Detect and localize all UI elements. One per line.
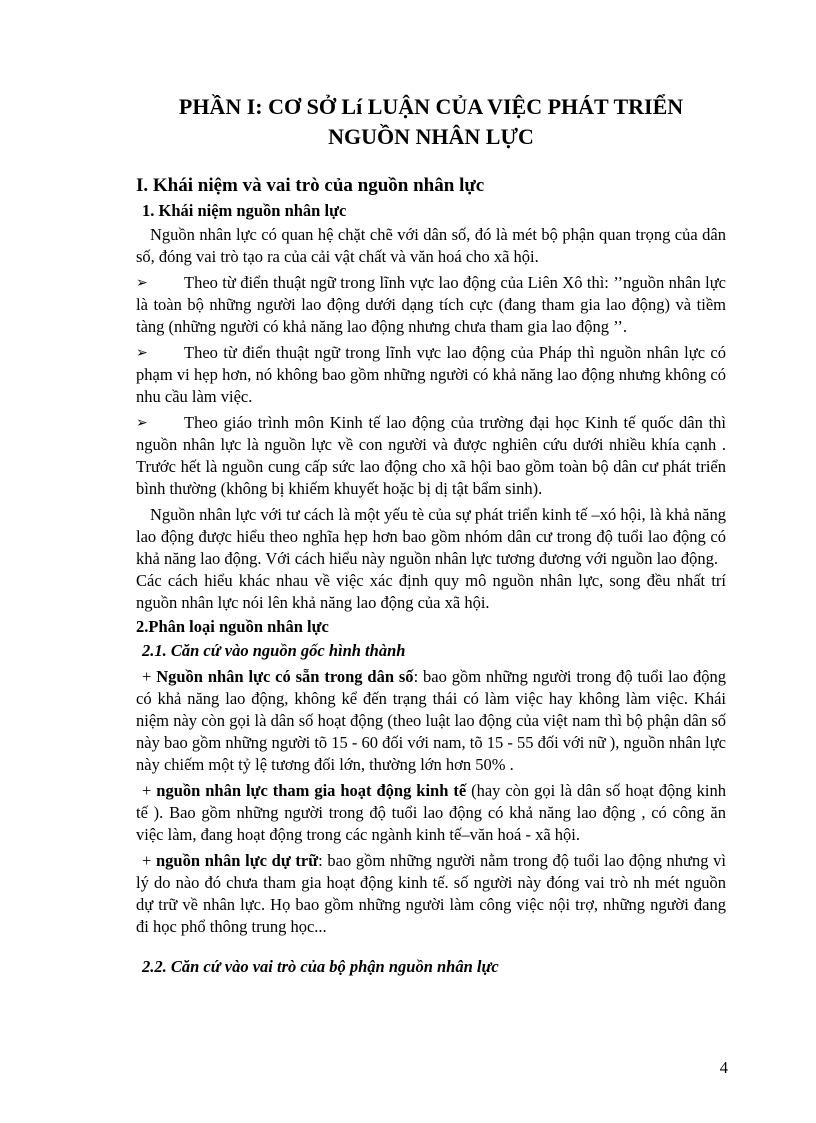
bullet-item-1 xyxy=(136,272,726,338)
list-item-3 xyxy=(136,850,726,938)
bullet-text-3: Theo giáo trình môn Kinh tế lao động của trường đại học Kinh tế quốc dân thì nguồn nhân lực là nguồn lực về con người và được nghiên cứu dưới nhiều khía cạnh . Trước hết là nguồn cung cấp sức lao động cho xã hội bao gồm toàn bộ dân cư phát triển bình thường (không bị khiếm khuyết hoặc bị dị tật bẩm sinh). xyxy=(136,413,726,498)
list-item-3-text: : bao gồm những người nằm trong độ tuổi lao động nhưng vì lý do nào đó chưa tham gia hoạt động kinh tế. số người này đóng vai trò nh mét nguồn dự trữ về nhân lực. Họ bao gồm những người làm công việc nội trợ, những người đang đi học phổ thông trung học... xyxy=(136,851,727,936)
paragraph-1: Nguồn nhân lực có quan hệ chặt chẽ với dân số, đó là mét bộ phận quan trọng của dân số, đóng vai trò tạo ra của cải vật chất và văn hoá cho xã hội. xyxy=(136,225,726,266)
list-item-1-term: Nguồn nhân lực có sẵn trong dân số xyxy=(156,667,414,686)
bullet-text-1: Theo từ điển thuật ngữ trong lĩnh vực lao động của Liên Xô thì: ’’nguồn nhân lực là toàn bộ những người lao động dưới dạng tích cực (đang tham gia lao động) và tiềm tàng (những người có khả năng lao động nhưng chưa tham gia lao động ’’. xyxy=(136,273,726,336)
list-item-2-text: (hay còn gọi là dân số hoạt động kinh tế ). Bao gồm những người trong độ tuổi lao động có khả năng lao động , có công ăn việc làm, đang hoạt động trong các ngành kinh tế–văn hoá - xã hội. xyxy=(136,781,727,844)
subsection-heading-1: 1. Khái niệm nguồn nhân lực xyxy=(142,201,347,220)
plus-marker: + xyxy=(142,781,152,800)
bullet-item-3 xyxy=(136,412,726,500)
plus-marker: + xyxy=(142,851,152,870)
arrow-bullet-icon: ➢ xyxy=(136,415,148,431)
plus-marker: + xyxy=(142,667,152,686)
arrow-bullet-icon: ➢ xyxy=(136,275,148,291)
page-title xyxy=(136,92,726,152)
subsection-heading-2: 2.Phân loại nguồn nhân lực xyxy=(136,617,329,636)
subsection-heading-2-2: 2.2. Căn cứ vào vai trò của bộ phận nguồn nhân lực xyxy=(142,957,499,976)
paragraph-3: Các cách hiểu khác nhau về việc xác định quy mô nguồn nhân lực, song đều nhất trí nguồn nhân lực nói lên khả năng lao động của xã hội. xyxy=(136,571,726,612)
subsection-heading-2-1: 2.1. Căn cứ vào nguồn gốc hình thành xyxy=(142,641,406,660)
list-item-3-term: nguồn nhân lực dự trữ xyxy=(156,851,319,870)
list-item-2 xyxy=(136,780,726,846)
bullet-text-2: Theo từ điển thuật ngữ trong lĩnh vực lao động của Pháp thì nguồn nhân lực có phạm vi hẹp hơn, nó không bao gồm những người có khả năng lao động nhưng không có nhu cầu làm việc. xyxy=(136,343,726,406)
list-item-1-text: : bao gồm những người trong độ tuổi lao động có khả năng lao động, không kể đến trạng thái có làm việc hay không làm việc. Khái niệm này còn gọi là dân số hoạt động (theo luật lao động của việt nam thì bộ phận dân số này bao gồm những người tõ 15 - 60 đối với nam, tõ 15 - 55 đối với nữ ), nguồn nhân lực này chiếm một tỷ lệ tương đối lớn, thường lớn hơn 50% . xyxy=(136,667,727,774)
list-item-1 xyxy=(136,666,726,776)
arrow-bullet-icon: ➢ xyxy=(136,345,148,361)
section-heading: I. Khái niệm và vai trò của nguồn nhân lực xyxy=(136,175,485,196)
bullet-item-2 xyxy=(136,342,726,408)
title-line-1: PHẦN I: CƠ SỞ Lí LUẬN CỦA VIỆC PHÁT TRIỂN xyxy=(178,94,684,119)
page-number: 4 xyxy=(719,1058,728,1077)
list-item-2-term: nguồn nhân lực tham gia hoạt động kinh tế xyxy=(156,781,467,800)
paragraph-2: Nguồn nhân lực với tư cách là một yếu tè của sự phát triển kinh tế –xó hội, là khả năng lao động được hiểu theo nghĩa hẹp hơn bao gồm nhóm dân cư trong độ tuổi lao động có khả năng lao động. Với cách hiểu này nguồn nhân lực tương đương với nguồn lao động. xyxy=(136,505,726,568)
title-line-2: NGUỒN NHÂN LỰC xyxy=(328,124,534,149)
page-content xyxy=(136,92,726,978)
